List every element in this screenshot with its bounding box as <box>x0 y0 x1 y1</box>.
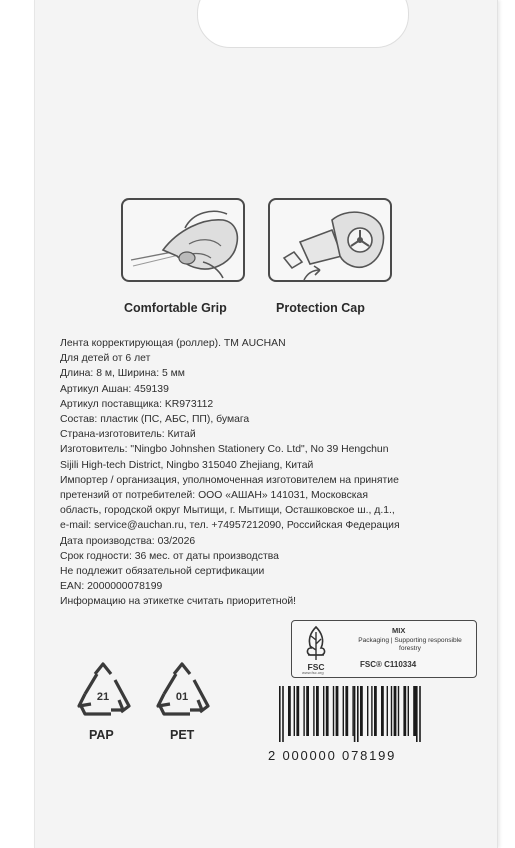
hang-hole <box>197 0 409 48</box>
barcode-bar <box>316 686 319 736</box>
barcode-bar <box>394 686 397 736</box>
barcode-bar <box>306 686 309 736</box>
info-line: Срок годности: 36 мес. от даты производства <box>60 550 279 562</box>
barcode-bar <box>333 686 334 736</box>
barcode-bar <box>303 686 304 736</box>
protection-cap-illustration <box>268 198 392 282</box>
hand-grip-icon <box>123 200 243 280</box>
barcode-bar <box>343 686 344 736</box>
info-line: Sijili High-tech District, Ningbo 315040 Zhejiang, Китай <box>60 459 314 471</box>
info-line: Информацию на этикетке считать приоритетной! <box>60 596 297 608</box>
barcode-guard-bar <box>416 686 418 742</box>
recycle-pet-icon <box>150 660 214 720</box>
barcode-bar <box>371 686 372 736</box>
recycle-label-pap: PAP <box>89 728 114 742</box>
info-line: Для детей от 6 лет <box>60 353 151 365</box>
info-line: область, городской округ Мытищи, г. Мытищи, Осташковское ш., д.1., <box>60 505 395 517</box>
recycle-pap-icon <box>71 660 135 720</box>
info-line: Страна-изготовитель: Китай <box>60 429 196 441</box>
comfortable-grip-label: Comfortable Grip <box>124 301 227 315</box>
barcode-bar <box>296 686 299 736</box>
barcode-bar <box>367 686 368 736</box>
barcode-bar <box>391 686 392 736</box>
fsc-license-code: FSC® C110334 <box>360 660 417 669</box>
fsc-description: Packaging | Supporting responsible forestry <box>358 637 462 652</box>
info-line: Дата производства: 03/2026 <box>60 535 196 547</box>
barcode-digits: 2 000000 078199 <box>268 748 397 763</box>
info-line: претензий от потребителей: ООО «АШАН» 141031, Московская <box>60 490 368 502</box>
ean-barcode <box>275 686 475 742</box>
info-line: EAN: 2000000078199 <box>60 581 163 593</box>
fsc-label <box>291 620 477 678</box>
barcode-bar <box>313 686 314 736</box>
barcode-bar <box>323 686 324 736</box>
barcode-guard-bar <box>357 686 359 742</box>
barcode-bar <box>374 686 377 736</box>
barcode-bar <box>294 686 295 736</box>
barcode-bar <box>336 686 339 736</box>
info-line: Лента корректирующая (роллер). ТМ AUCHAN <box>60 338 286 349</box>
info-line: Изготовитель: "Ningbo Johnshen Stationery Co. Ltd", No 39 Hengchun <box>60 444 389 456</box>
info-line: Импортер / организация, уполномоченная изготовителем на принятие <box>60 474 399 486</box>
info-line: Артикул Ашан: 459139 <box>60 383 169 395</box>
barcode-bar <box>326 686 329 736</box>
barcode-bar <box>345 686 348 736</box>
barcode-guard-bar <box>419 686 421 742</box>
barcode-bar <box>408 686 409 736</box>
info-line: Длина: 8 м, Ширина: 5 мм <box>60 368 185 380</box>
barcode-guard-bar <box>354 686 356 742</box>
protection-cap-label: Protection Cap <box>276 301 365 315</box>
fsc-mix-label: MIX <box>392 626 406 635</box>
comfortable-grip-illustration <box>121 198 245 282</box>
barcode-bar <box>413 686 416 736</box>
recycle-label-pet: PET <box>170 728 195 742</box>
recycle-code: 21 <box>96 691 110 703</box>
barcode-bar <box>403 686 406 736</box>
barcode-bar <box>398 686 399 736</box>
fsc-url: www.fsc.org <box>302 670 324 675</box>
barcode-bar <box>381 686 384 736</box>
barcode-bar <box>360 686 363 736</box>
cap-roller-icon <box>270 200 390 280</box>
fsc-tree-logo-icon <box>298 624 334 674</box>
fsc-logo-text: FSC <box>307 662 325 672</box>
barcode-bar <box>352 686 353 736</box>
barcode-bar <box>288 686 291 736</box>
info-line: e-mail: service@auchan.ru, тел. +74957212090, Российская Федерация <box>60 520 400 532</box>
recycle-code: 01 <box>175 691 189 703</box>
barcode-guard-bar <box>282 686 284 742</box>
info-line: Не подлежит обязательной сертификации <box>60 566 265 578</box>
product-info-block <box>60 336 480 610</box>
barcode-bar <box>387 686 388 736</box>
info-line: Состав: пластик (ПС, АБС, ПП), бумага <box>60 414 250 426</box>
barcode-guard-bar <box>279 686 281 742</box>
info-line: Артикул поставщика: KR973112 <box>60 398 214 410</box>
